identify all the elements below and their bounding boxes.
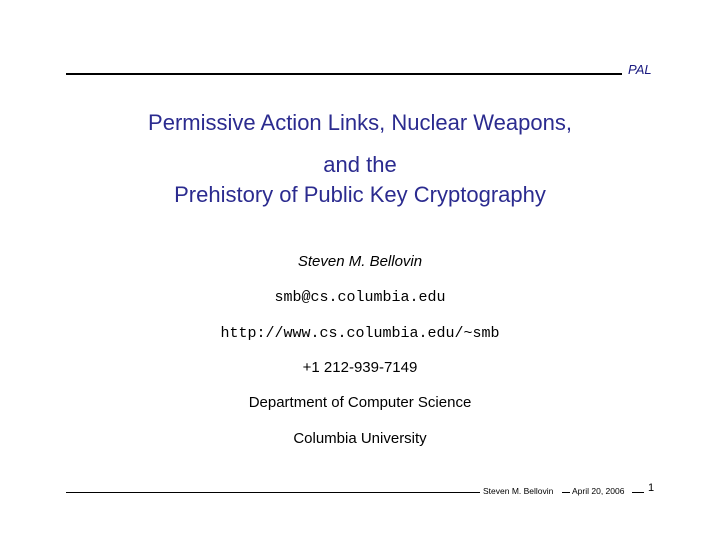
header-rule bbox=[66, 73, 622, 75]
author-name: Steven M. Bellovin bbox=[297, 253, 423, 270]
author-department: Department of Computer Science bbox=[248, 394, 472, 411]
author-email[interactable]: smb@cs.columbia.edu bbox=[274, 289, 446, 306]
footer-separator-rule bbox=[562, 492, 570, 493]
footer-rule bbox=[66, 492, 480, 493]
footer-date: April 20, 2006 bbox=[572, 486, 625, 496]
title-line-3: Prehistory of Public Key Cryptography bbox=[174, 182, 546, 207]
title-line-2: and the bbox=[323, 152, 397, 177]
title-line-1: Permissive Action Links, Nuclear Weapons, bbox=[148, 110, 572, 135]
footer-author: Steven M. Bellovin bbox=[483, 486, 554, 496]
author-url[interactable]: http://www.cs.columbia.edu/~smb bbox=[220, 325, 500, 342]
slide-title bbox=[0, 112, 720, 206]
page-number: 1 bbox=[648, 482, 655, 494]
author-university: Columbia University bbox=[293, 430, 427, 447]
footer-end-rule bbox=[632, 492, 644, 493]
header-tag: PAL bbox=[628, 62, 652, 77]
author-phone: +1 212-939-7149 bbox=[302, 359, 418, 376]
